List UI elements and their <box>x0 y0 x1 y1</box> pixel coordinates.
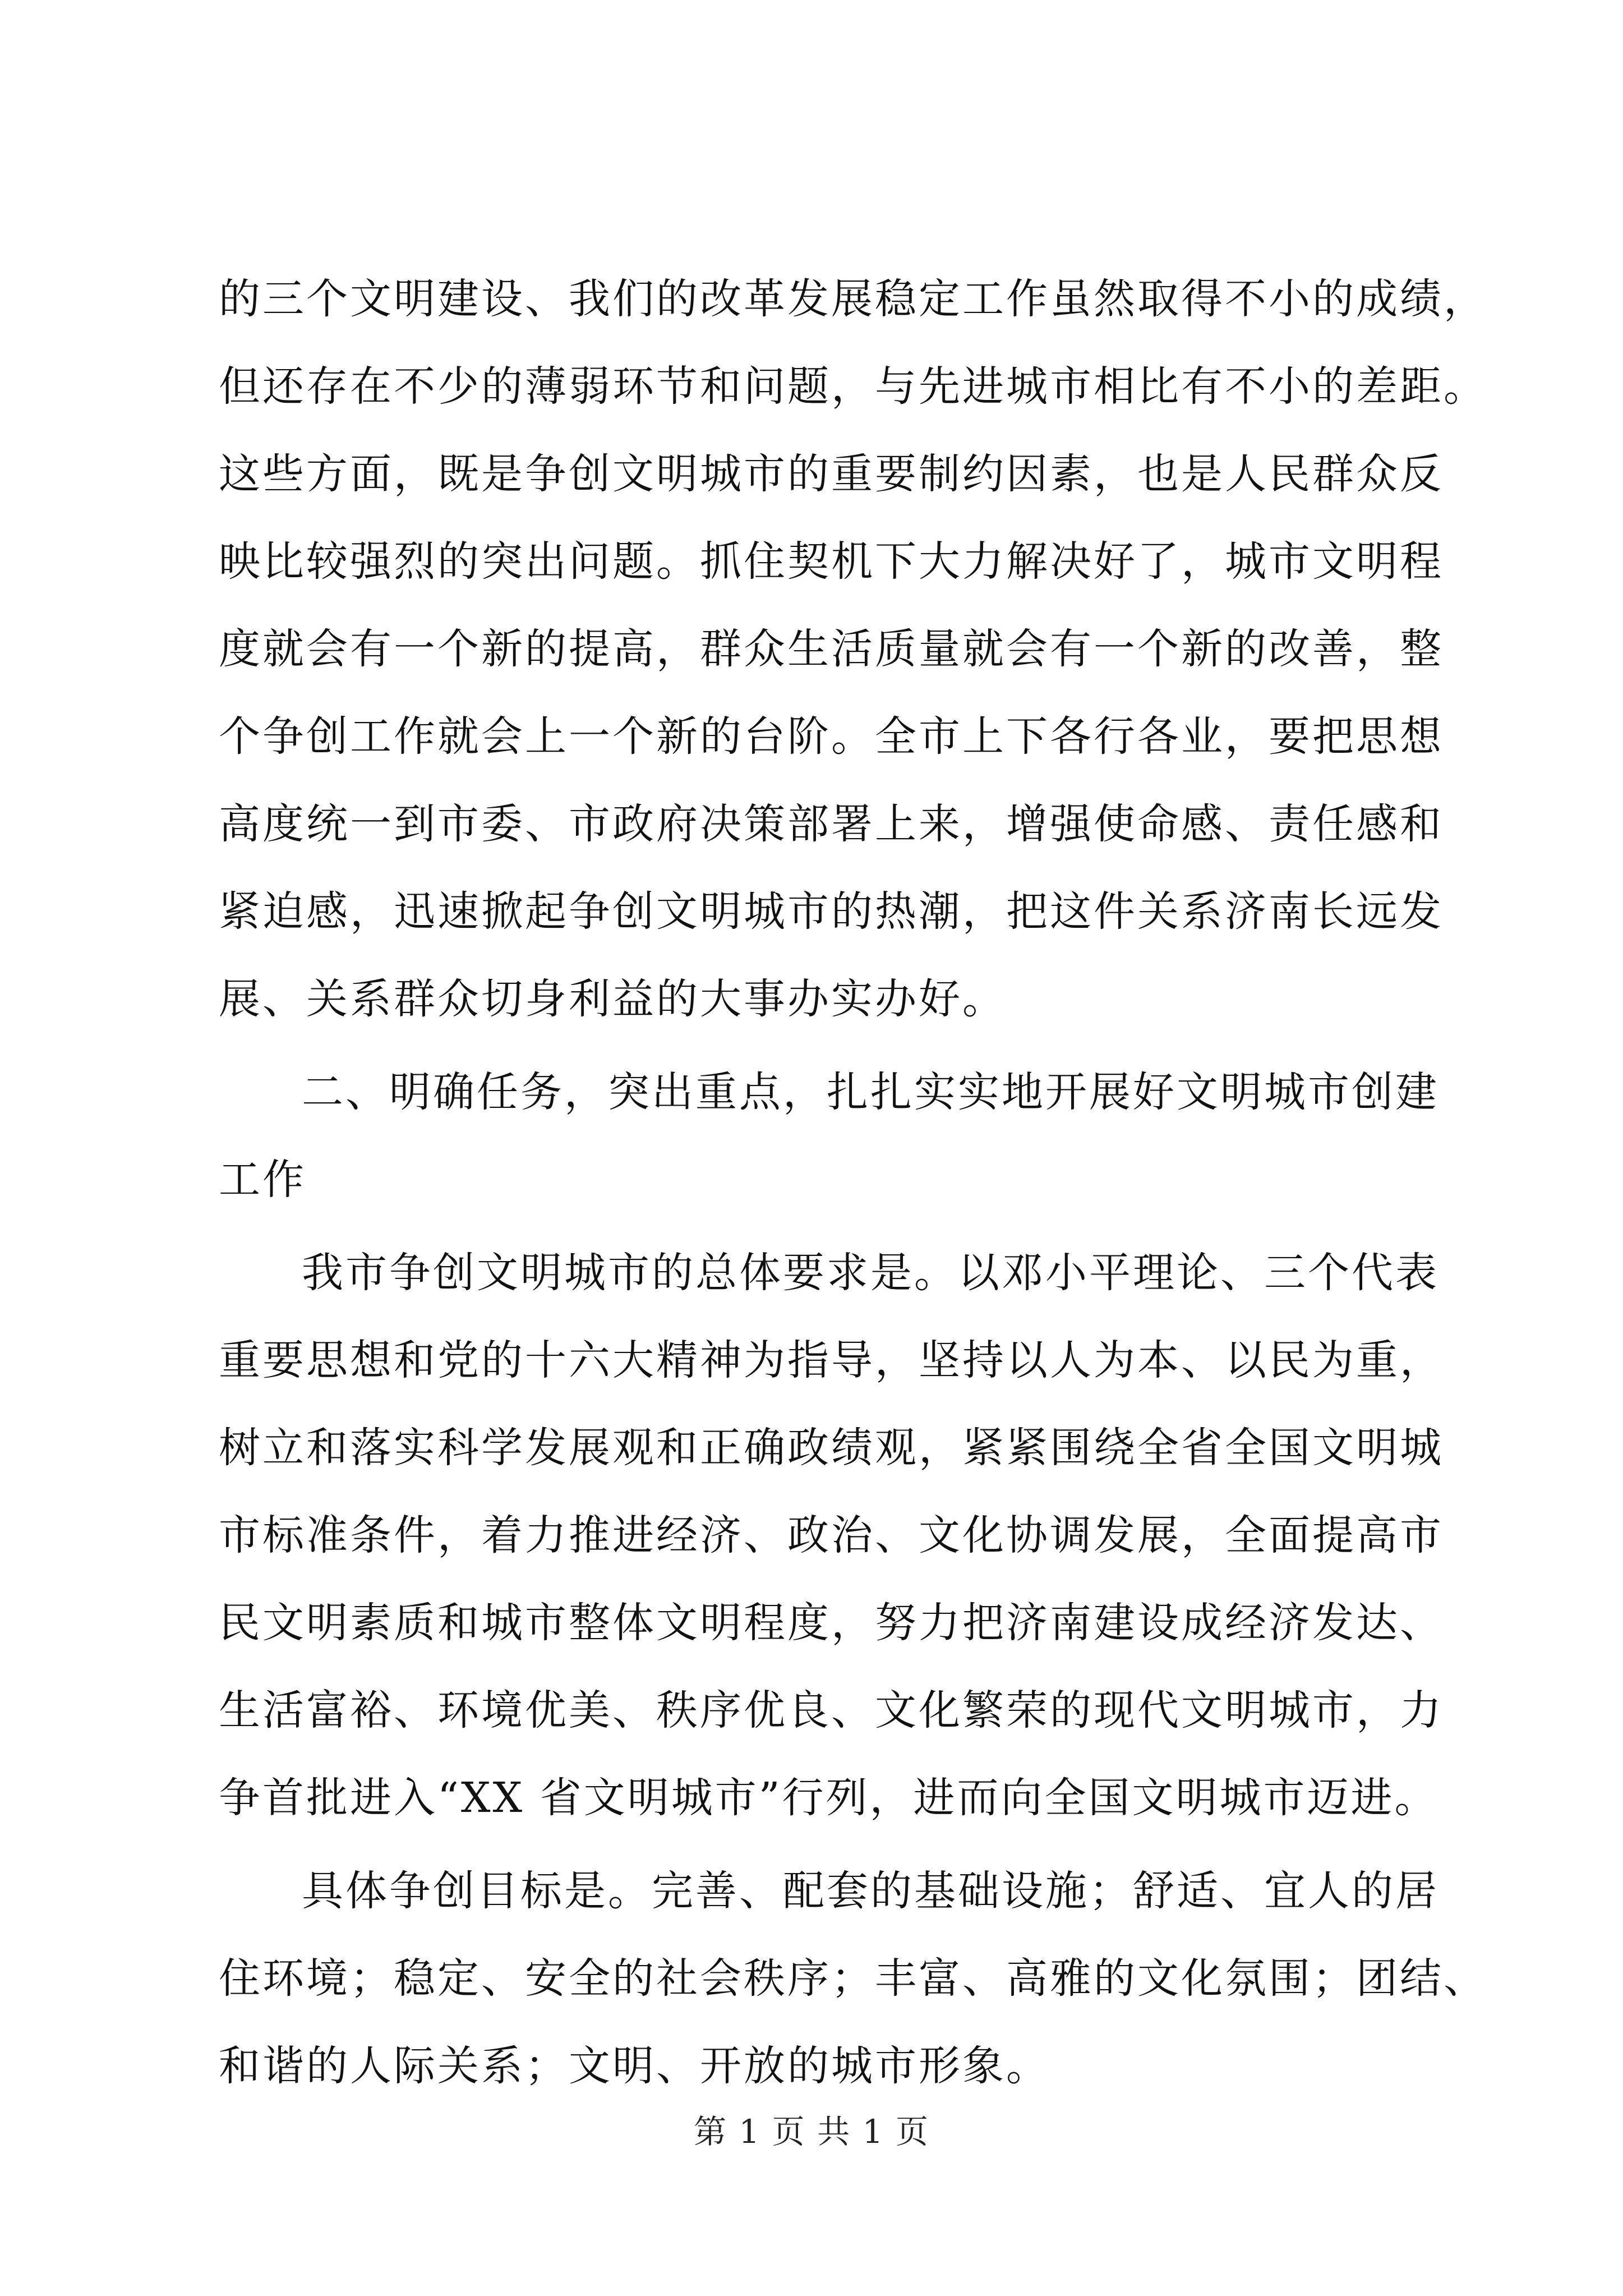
text-line: 树立和落实科学发展观和正确政绩观，紧紧围绕全省全国文明城 <box>219 1424 1444 1472</box>
text-line: 展、关系群众切身利益的大事办实办好。 <box>219 975 1006 1023</box>
text-line: 和谐的人际关系；文明、开放的城市形象。 <box>219 2042 1050 2090</box>
text-line: 住环境；稳定、安全的社会秩序；丰富、高雅的文化氛围；团结、 <box>219 1954 1487 2003</box>
text-line: 但还存在不少的薄弱环节和问题，与先进城市相比有不小的差距。 <box>219 362 1487 411</box>
text-line: 生活富裕、环境优美、秩序优良、文化繁荣的现代文明城市，力 <box>219 1686 1444 1734</box>
text-line: 个争创工作就会上一个新的台阶。全市上下各行各业，要把思想 <box>219 712 1444 761</box>
text-line: 我市争创文明城市的总体要求是。以邓小平理论、三个代表 <box>302 1249 1439 1297</box>
document-body <box>219 255 1487 2110</box>
text-line: 映比较强烈的突出问题。抓住契机下大力解决好了，城市文明程 <box>219 537 1444 586</box>
text-line: 具体争创目标是。完善、配套的基础设施；舒适、宜人的居 <box>302 1867 1439 1915</box>
text-line: 度就会有一个新的提高，群众生活质量就会有一个新的改善，整 <box>219 625 1444 673</box>
text-line: 民文明素质和城市整体文明程度，努力把济南建设成经济发达、 <box>219 1599 1444 1647</box>
section-heading-continued: 工作 <box>219 1156 306 1204</box>
text-line: 市标准条件，着力推进经济、政治、文化协调发展，全面提高市 <box>219 1511 1444 1559</box>
text-line: 重要思想和党的十六大精神为指导，坚持以人为本、以民为重， <box>219 1336 1444 1384</box>
text-line: 这些方面，既是争创文明城市的重要制约因素，也是人民群众反 <box>219 450 1444 498</box>
text-line: 高度统一到市委、市政府决策部署上来，增强使命感、责任感和 <box>219 800 1444 848</box>
page-footer: 第 1 页 共 1 页 <box>694 2113 929 2151</box>
text-line: 紧迫感，迅速掀起争创文明城市的热潮，把这件关系济南长远发 <box>219 887 1444 936</box>
section-heading: 二、明确任务，突出重点，扎扎实实地开展好文明城市创建 <box>302 1068 1439 1116</box>
text-line: 的三个文明建设、我们的改革发展稳定工作虽然取得不小的成绩， <box>219 275 1487 323</box>
text-line: 争首批进入“XX 省文明城市”行列，进而向全国文明城市迈进。 <box>219 1774 1438 1822</box>
